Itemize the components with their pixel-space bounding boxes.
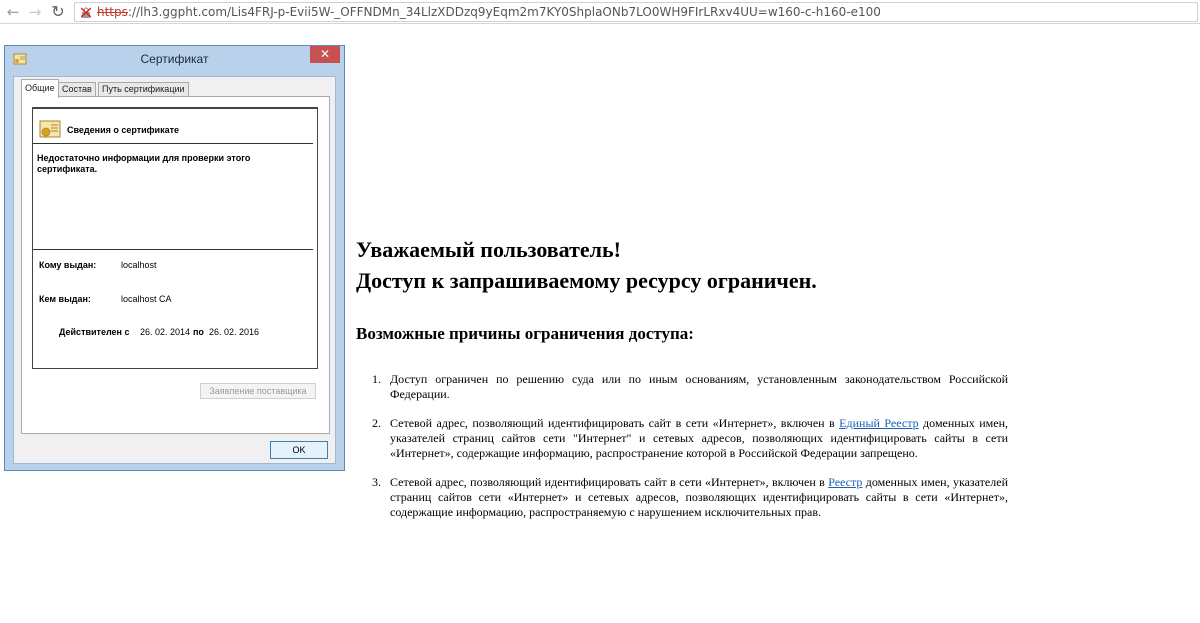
unified-registry-link[interactable]: Единый Реестр — [839, 416, 919, 430]
valid-to-label: по — [193, 327, 204, 337]
list-item-text: Сетевой адрес, позволяющий идентифицировать сайт в сети «Интернет», включен в — [390, 416, 840, 430]
broken-lock-icon — [81, 7, 91, 18]
certificate-dialog — [4, 45, 345, 471]
url-scheme: https — [97, 5, 128, 19]
dialog-titlebar[interactable] — [5, 46, 344, 72]
browser-toolbar — [0, 0, 1200, 24]
divider — [33, 249, 313, 250]
back-arrow-icon[interactable]: ← — [6, 3, 20, 21]
issued-by-value: localhost CA — [121, 294, 172, 304]
divider — [33, 143, 313, 144]
certificate-warning-icon — [39, 119, 63, 139]
issuer-statement-button[interactable]: Заявление поставщика — [200, 383, 316, 399]
registry-link[interactable]: Реестр — [828, 475, 863, 489]
list-item-number: 1. — [372, 372, 381, 386]
list-item-text: Доступ ограничен по решению суда или по иным основаниям, установленным законодательством Российской Федерации. — [390, 372, 1008, 401]
list-item-number: 2. — [372, 416, 381, 430]
page-heading-line-2: Доступ к запрашиваемому ресурсу ограничен. — [356, 268, 817, 293]
url-path: ://lh3.ggpht.com/Lis4FRJ-p-Evii5W-_OFFNDMn_34LlzXDDzq9yEqm2m7KY0ShplaONb7LO0WH9FIrLRxv4UU=w160-c-h160-e100 — [127, 5, 881, 19]
dialog-body — [13, 76, 336, 464]
issued-by-label: Кем выдан: — [39, 294, 91, 304]
valid-from-label: Действителен с — [59, 327, 130, 337]
list-item-number: 3. — [372, 475, 381, 489]
ok-button[interactable]: OK — [270, 441, 328, 459]
list-item — [372, 416, 1008, 461]
page-heading-line-1: Уважаемый пользователь! — [356, 237, 621, 262]
valid-from-value: 26. 02. 2014 — [140, 327, 191, 337]
list-item-text: доменных имен, указателей страниц сайтов сети «Интернет» и сетевых адресов, позволяющих идентифицировать сайты в сети «Интернет», содержащие информацию, распространяемую с нарушением исключительных прав. — [390, 475, 1008, 519]
list-item-text: Сетевой адрес, позволяющий идентифицировать сайт в сети «Интернет», включен в — [390, 475, 829, 489]
certificate-heading: Сведения о сертификате — [67, 125, 180, 135]
certificate-info-box — [32, 107, 318, 369]
valid-to-value: 26. 02. 2016 — [209, 327, 260, 337]
tab-certification-path[interactable]: Путь сертификации — [98, 82, 189, 97]
list-item — [372, 475, 1008, 520]
access-restricted-notice — [356, 234, 1016, 519]
dialog-title: Сертификат — [140, 52, 209, 66]
close-button[interactable]: ✕ — [310, 46, 340, 63]
forward-arrow-icon[interactable]: → — [28, 3, 42, 21]
tab-details[interactable]: Состав — [58, 82, 96, 97]
certificate-message: Недостаточно информации для проверки этого сертификата. — [37, 153, 251, 174]
list-item — [372, 372, 1008, 402]
reasons-subheading: Возможные причины ограничения доступа: — [356, 324, 694, 343]
url-text — [97, 5, 881, 19]
issued-to-value: localhost — [121, 260, 157, 270]
reload-icon[interactable]: ↻ — [51, 2, 65, 21]
issued-to-label: Кому выдан: — [39, 260, 97, 270]
address-bar[interactable] — [74, 2, 1198, 22]
reasons-list — [372, 372, 1008, 534]
list-item-text: доменных имен, указателей страниц сайтов сети "Интернет" и сетевых адресов, позволяющих идентифицировать сайты в сети «Интернет», содержащие информацию, распространение которой в Российской Федерации запрещено. — [390, 416, 1008, 460]
tab-general[interactable]: Общие — [21, 79, 59, 98]
